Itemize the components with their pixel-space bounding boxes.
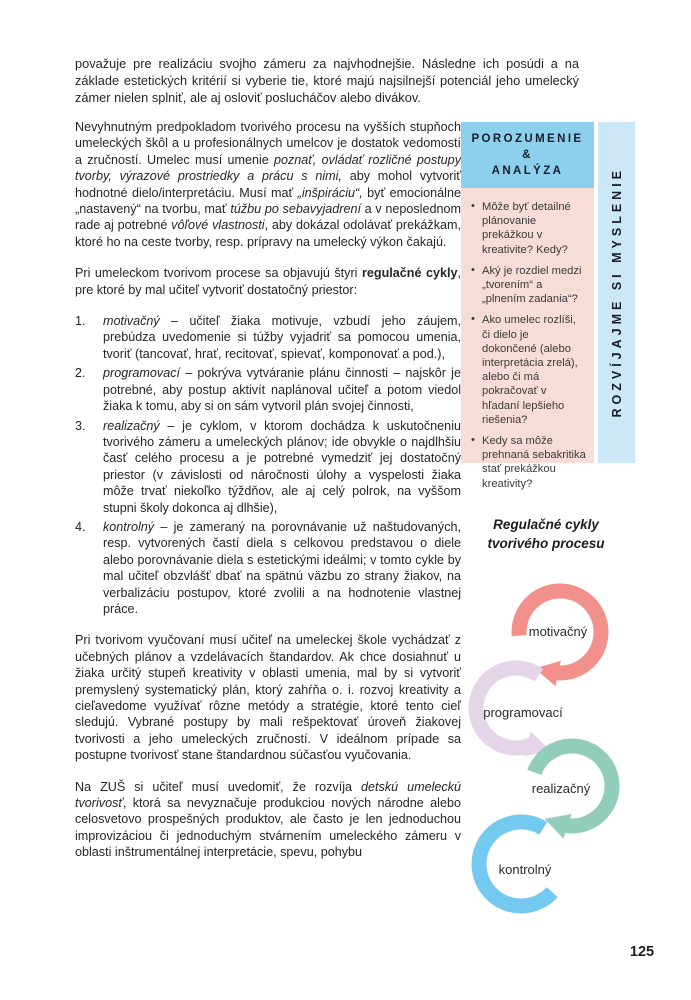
- sidebar-title-line: ANALÝZA: [491, 165, 564, 177]
- text-segment: detskú umeleckú tvorivosť: [75, 779, 461, 811]
- sidebar-title-ampersand: &: [522, 149, 533, 161]
- bullet-icon: •: [471, 200, 475, 212]
- cycle-label-programovaci: programovací: [483, 705, 563, 720]
- list-item: [75, 418, 461, 516]
- text-segment: byť emocionálne „nastavený“ na tvorbu, mať: [75, 185, 461, 217]
- paragraph: [75, 119, 461, 250]
- text-segment: , pre ktoré by mal učiteľ vytvoriť dostatočný priestor:: [75, 266, 461, 297]
- cycle-label-motivacny: motivačný: [528, 624, 588, 639]
- question-item: [471, 200, 586, 257]
- text-segment: regulačné cykly: [361, 266, 458, 281]
- sidebar-vertical-band: [598, 122, 635, 463]
- list-item: [75, 519, 461, 617]
- question-list: [471, 200, 586, 491]
- text-segment: túžbu po sebavyjadrení: [230, 202, 361, 217]
- cycle-label-realizacny: realizačný: [531, 781, 591, 796]
- paragraph: [75, 265, 461, 298]
- question-item: [471, 313, 586, 427]
- paragraph: [75, 632, 461, 763]
- bullet-icon: •: [471, 313, 475, 326]
- text-segment: kontrolný: [103, 519, 155, 534]
- page-number: 125: [629, 944, 655, 960]
- text-segment: – je cyklom, v ktorom dochádza k uskutočneniu tvorivého zámeru a umeleckých plánov; ide obvykle o najdlhšiu časť celého procesu a je potrebné vymedziť jej dostatočný priestor (v závislosti od náročnosti úlohy a vyspelosti žiaka môže trvať niekoľko týždňov, ale aj celý polrok, na vyššom stupni školy dokonca aj dlhšie),: [103, 418, 461, 515]
- diagram-title-line2: tvorivého procesu: [487, 536, 605, 551]
- cycles-diagram: [455, 505, 691, 965]
- cycle-arrows-graphic: [455, 505, 691, 965]
- question-text: Ako umelec rozlíši, či dielo je dokončené (alebo interpretácia zrelá), alebo či má pokračovať v hľadaní lepšieho riešenia?: [482, 314, 578, 426]
- text-segment: – učiteľ žiaka motivuje, vzbudí jeho záujem, prebúdza uvedomenie si túžby vyjadriť sa pomocou umenia, tvoriť (tancovať, hrať, recitovať, spievať, komponovať a pod.),: [103, 314, 461, 361]
- question-text: Môže byť detailné plánovanie prekážkou v kreativite? Kedy?: [482, 201, 571, 256]
- text-segment: Na ZUŠ si učiteľ musí uvedomiť, že rozvíja: [75, 779, 362, 794]
- question-item: [471, 434, 586, 491]
- vertical-band-label: ROZVÍJAJME SI MYSLENIE: [609, 167, 624, 418]
- bullet-icon: •: [471, 263, 475, 276]
- list-item-number: 4.: [75, 519, 86, 534]
- list-item: [75, 365, 461, 414]
- question-text: Aký je rozdiel medzi „tvorením“ a „plnením zadania“?: [482, 264, 582, 306]
- text-segment: Pri umeleckom tvorivom procese sa objavujú štyri: [75, 266, 362, 281]
- text-segment: motivačný: [103, 314, 160, 329]
- text-segment: – je zameraný na porovnávanie už naštudovaných, resp. vytvorených častí diela s celkovou predstavou o diele alebo porovnávanie diela s estetickými ideálmi; v tomto cykle by mal učiteľ obzvlášť dbať na spätnú väzbu zo strany žiakov, na verbalizáciu postupov, ktoré zvolili a na hodnotenie vlastnej práce.: [103, 519, 461, 616]
- text-segment: „inšpiráciu“,: [297, 185, 363, 200]
- text-segment: realizačný: [103, 418, 160, 433]
- text-segment: programovací: [103, 366, 180, 381]
- question-item: [471, 264, 586, 307]
- list-item-number: 2.: [75, 366, 86, 381]
- cycle-label-kontrolny: kontrolný: [498, 862, 552, 877]
- text-segment: aby mohol vytvoriť hodnotné dielo/interpretáciu. Musí mať: [75, 169, 461, 200]
- body-column: [75, 119, 461, 876]
- text-segment: a v neposlednom rade aj potrebné: [75, 202, 461, 233]
- intro-paragraph: [75, 56, 579, 106]
- bullet-icon: •: [471, 434, 475, 447]
- list-item-number: 3.: [75, 418, 86, 433]
- question-text: Kedy sa môže prehnaná sebakritika stať prekážkou kreativity?: [482, 435, 586, 490]
- text-segment: Nevyhnutným predpokladom tvorivého procesu na vyšších stupňoch umeleckých škôl a u profesionálnych umelcov je dostatok vedomostí a zručností. Umelec musí umenie: [75, 120, 461, 167]
- list-item: [75, 313, 461, 362]
- text-segment: poznať, ovládať rozličné postupy tvorby, výrazové prostriedky a prácu s nimi,: [75, 152, 461, 184]
- paragraph: [75, 779, 461, 861]
- questions-box: [461, 188, 594, 490]
- sidebar-header-box: [461, 122, 594, 188]
- text-segment: , aby dokázal odolávať prekážkam, ktoré ho na ceste tvorby, resp. prípravy na umelecký výkon čakajú.: [75, 218, 461, 249]
- text-segment: Pri tvorivom vyučovaní musí učiteľ na umeleckej škole vychádzať z učebných plánov a vzdelávacích štandardov. Ak chce dosiahnuť u žiaka určitý stupeň kreativity v oblasti umenia, mal by si vytvoriť premyslený systematický plán, ktorý zahŕňa o. i. rozvoj kreativity a cieľavedome využívať rôzne metódy a stratégie, ktoré tento cieľ sledujú. Vybrané postupy by mali rešpektovať úroveň žiakovej tvorivosti a jeho umeleckých zručností. V ideálnom prípade sa postupne tvorivosť stane štandardnou súčasťou vyučovania.: [75, 633, 461, 763]
- text-segment: – pokrýva vytváranie plánu činnosti – najskôr je potrebné, aby postup aktivít naplánoval učiteľ a potom viedol žiaka k tomu, aby si on sám vytvoril plán svojej činnosti,: [103, 366, 461, 414]
- diagram-title-line1: Regulačné cykly: [493, 517, 599, 532]
- text-segment: považuje pre realizáciu svojho zámeru za najvhodnejšie. Následne ich posúdi a na základe estetických kritérií si vyberie tie, ktoré majú najsilnejší potenciál jeho umelecký zámer nielen splniť, ale aj osloviť poslucháčov alebo divákov.: [75, 56, 579, 105]
- text-segment: vôľové vlastnosti: [171, 218, 265, 233]
- list-item-number: 1.: [75, 314, 86, 329]
- text-segment: , ktorá sa nevyznačuje produkciou nových národne alebo celosvetovo prospešných produktov, ale často je len jednoduchou improvizáciou či jednoduchým stvárnením umeleckého zámeru v oblasti inštrumentálnej interpretácie, spevu, pohybu: [75, 796, 461, 860]
- sidebar-title-line: POROZUMENIE: [471, 133, 584, 145]
